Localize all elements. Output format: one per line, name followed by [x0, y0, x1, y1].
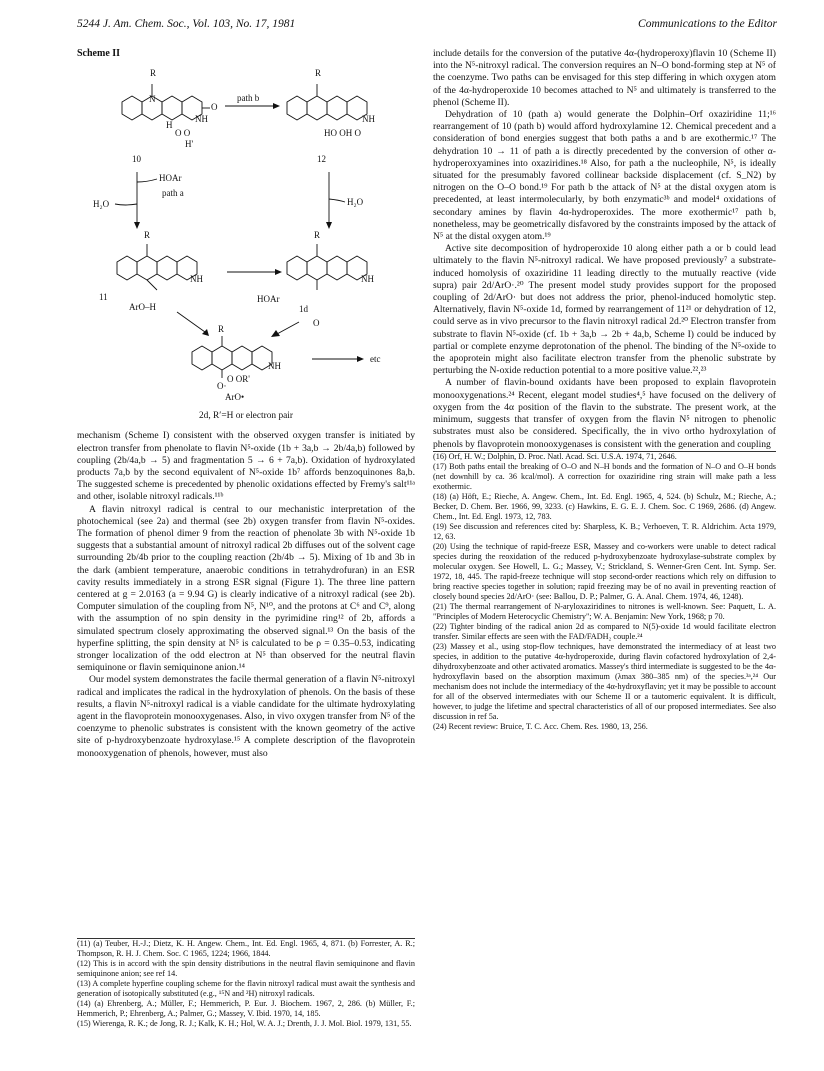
- hoar-label-2: HOAr: [257, 294, 280, 305]
- left-paragraph-1: mechanism (Scheme I) consistent with the observed oxygen transfer is initiated by electron transfer from phenolate to flavin N⁵-oxide (1b + 3a,b → 2b/4a,b) followed by coupling (2b/4a,b → 5) and fragmentation 5 → 6 + 7a,b). Oxidation of hydroxylated products 7a,b by the second equivalent of N⁵-oxide 1b⁷ affords benzoquinones 8a,b. The suggested scheme is precedented by phenolic oxidations effected by Fremy's salt¹¹ᵃ and other, isolable nitroxyl radicals.¹¹ᵇ: [77, 430, 415, 503]
- structure-11: [117, 244, 197, 290]
- footnote-24: (24) Recent review: Bruice, T. C. Acc. Chem. Res. 1980, 13, 256.: [433, 721, 648, 731]
- r-label-2d: R: [218, 324, 225, 335]
- right-footnotes: [433, 451, 776, 732]
- scheme-caption: 2d, R′=H or electron pair: [198, 411, 294, 422]
- n-label-10: N: [149, 94, 156, 105]
- structure-2d: [192, 336, 272, 378]
- h2o-label-left: H₂O: [93, 199, 110, 210]
- footnote-21: (21) The thermal rearrangement of N-aryloxaziridines to nitrones is well-known. See: Paquett, L. A. "Principles of Modern Heterocyclic Chemistry"; W. A. Benjamin: New York, 1968; p 70.: [433, 601, 776, 621]
- left-footnotes: [77, 938, 415, 1029]
- footnote-19: (19) See discussion and references cited by: Sharpless, K. B.; Verhoeven, T. R. Aldrichim. Acta 1979, 12, 63.: [433, 521, 776, 541]
- footnote-18: (18) (a) Höft, E.; Rieche, A. Angew. Chem., Int. Ed. Engl. 1965, 4, 524. (b) Schulz, M.; Rieche, A.; Becker, D. Chem. Ber. 1966, 99, 3233. (c) Hawkins, E. G. E. J. Chem. Soc. C 1969, 2686. (d) Angew. Chem., Int. Ed. Engl. 1973, 12, 783.: [433, 491, 776, 521]
- journal-citation: 5244 J. Am. Chem. Soc., Vol. 103, No. 17, 1981: [77, 18, 296, 30]
- aro-h-label-11: ArO–H: [129, 302, 156, 313]
- h-label-10: H: [166, 120, 173, 131]
- path-b-label: path b: [237, 93, 260, 104]
- etc-label: etc: [370, 354, 381, 365]
- left-paragraph-3: Our model system demonstrates the facile thermal generation of a flavin N⁵-nitroxyl radical and implicates the radical in the hydroxylation of phenols. On the basis of these results, a flavin N⁵-nitroxyl radical is a viable candidate for the ultimate hydroxylating agent in the flavoprotein monooxygenases. Also, in vivo oxygen transfer from N⁵ of the coenzyme to phenolic substrates is consistent with the known geometry of the active site of p-hydroxybenzoate hydroxylase.¹⁵ A complete description of the flavoprotein monooxygenation of phenols, however, must also: [77, 674, 415, 759]
- footnote-20: (20) Using the technique of rapid-freeze ESR, Massey and co-workers were unable to detect radical species during the reoxidation of the reduced p-hydroxybenzoate hydroxylase-substrate complex by molecular oxygen. See Howell, L. G.; Massey, V.; Strickland, S. Wenner-Gren Cent. Int. Symp. Ser. 1972, 18, 445. The rapid-freeze technique will stop second-order reactions which rely on diffusion to bring reactive species together in solution; rapid freezing may be of no avail in preventing reaction of closely bound species 2d/ArO· (see: Ballou, D. P.; Palmer, G. A. Anal. Chem. 1974, 46, 1248).: [433, 541, 776, 601]
- o-radical-label-2d: O·: [217, 381, 227, 392]
- arrow-11-to-2d: [177, 312, 205, 332]
- structure-12: [287, 84, 367, 120]
- o-label-10: O: [211, 102, 218, 113]
- nh-label-10: NH: [195, 114, 208, 125]
- left-column: [77, 48, 415, 1058]
- footnote-15: (15) Wierenga, R. K.; de Jong, R. J.; Kalk, K. H.; Hol, W. A. J.; Drenth, J. J. Mol. Biol. 1979, 131, 55.: [77, 1019, 412, 1028]
- nh-label-11: NH: [190, 274, 203, 285]
- footnote-23: (23) Massey et al., using stop-flow techniques, have demonstrated the intermediacy of at least two species, in addition to the putative 4α-hydroperoxide, during flavin cofactored hydroxylation of 2,4-dihydroxybenzoate and other activated aromatics. Massey's third intermediate is suggested to be the 4α-hydroxyflavin based on the absorption maximum (λmax 380–385 nm) of the species.³ᵃ,²⁴ Our mechanism does not include the intermediacy of the 4α-hydroxyflavin; yet it may be possible to account for all of the observed intermediates with our Scheme II or a tautomeric equivalent. It is difficult, however, to judge the lifetime and spectral characteristics of all of our proposed intermediates. See also discussion in ref 5a.: [433, 641, 776, 721]
- o-label-1d: O: [313, 318, 320, 329]
- left-paragraph-2: A flavin nitroxyl radical is central to our mechanistic interpretation of the photochemical (see 2a) and thermal (see 2b) oxygen transfer from flavin N⁵-oxides. The formation of phenol dimer 9 from the reaction of phenolate 3b with N⁵-oxide 1b suggests that a substantial amount of nitroxyl radical 2b diffuses out of the solvent cage surrounding 2b/4b prior to the coupling reaction (2b/4b → 5). Mixing of 1b and 3b in the dark (ambient temperature, anaerobic conditions in tetrahydrofuran) in an ESR cavity results immediately in a strong ESR signal (Figure 1). The three line pattern centered at g = 2.0163 (a = 9.94 G) is clearly indicative of a nitroxyl radical (see 2b). Computer simulation of the coupling from N⁵, N¹⁰, and the protons at C⁶ and C⁹, along with the assumption of no spin density in the pyrimidine ring¹² of 2b, affords a simulated spectrum closely approximating the observed signal.¹³ On the basis of the hyperfine splitting, the spin density at N⁵ is calculated to be ρ = 0.35–0.53, indicating stronger localization of the odd electron at N⁵ than observed for the neutral flavin semiquinone or flavin semiquinone anion.¹⁴: [77, 503, 415, 674]
- right-paragraph-2: Dehydration of 10 (path a) would generate the Dolphin–Orf oxaziridine 11;¹⁶ rearrangement of 10 (path b) would afford hydroxylamine 12. Chemical precedent and a consideration of bond energies suggest that both paths a and b are exothermic.¹⁷ The dehydration 10 → 11 of path a is directly precedented by the conversion of other α-hydroperoxyamines into oxaziridines.¹⁸ Also, for path a the nucleophile, N⁵, is ideally situated for the presumably favored collinear backside displacement (cf. S_N2) by nitrogen on the O–O bond.¹⁹ For path b the attack of N⁵ at the distal oxygen atom is precedented, at least intermolecularly, by both enzymatic³ᵇ and model⁴ oxidations of secondary amines by flavin 4α-hydroperoxides. The more exothermic¹⁷ path b, nonetheless, may be geometrically disfavored by the constraints imposed by the attack of N⁵ at the distal oxygen atom.¹⁹: [433, 109, 776, 243]
- scheme-title: Scheme II: [77, 48, 121, 59]
- footnote-11: (11) (a) Teuber, H.-J.; Dietz, K. H. Angew. Chem., Int. Ed. Engl. 1965, 4, 871. (b) Forrester, A. R.; Thompson, R. H. J. Chem. Soc. C 1965, 1224; 1966, 1844.: [77, 939, 415, 958]
- nh-label-1d: NH: [361, 274, 374, 285]
- path-a-label: path a: [162, 188, 184, 199]
- r-label-11: R: [144, 230, 151, 241]
- footnote-13: (13) A complete hyperfine coupling scheme for the flavin nitroxyl radical must await the synthesis and generation of isotopically substituted (e.g., ¹⁵N and ²H) nitroxyl radicals.: [77, 979, 415, 998]
- h2o-label-right: H₂O: [347, 197, 364, 208]
- o-rprime-label-2d: O OR': [227, 374, 250, 385]
- footnote-22: (22) Tighter binding of the radical anion 2d as compared to N(5)-oxide 1d would facilitate electron transfer. Similar effects are seen with the FAD/FADH₂ couple.²⁴: [433, 621, 776, 641]
- compound-1d-label: 1d: [299, 304, 308, 315]
- hprime-label-10: H': [185, 139, 194, 150]
- oo-label-10: O O: [175, 128, 191, 139]
- right-paragraph-1: include details for the conversion of the putative 4α-(hydroperoxy)flavin 10 (Scheme II) into the N⁵-nitroxyl radical. The conversion requires an N–O bond-forming step at N⁵ of the coenzyme. Two paths can be envisaged for this step differing in which oxygen atom of the 4α-hydroperoxide 10 becomes attached to N⁵ and ultimately is transferred to the phenol (Scheme II).: [433, 48, 776, 108]
- right-paragraph-4: A number of flavin-bound oxidants have been proposed to explain flavoprotein monooxygenations.²⁴ Recent, elegant model studies⁴,⁵ have focused on the delivery of oxygen from the 4α position of the flavin to the substrate. The present work, at the minimum, suggests that transfer of oxygen from the flavin N⁵ nitrogen to phenolic substrates must also be considered. Specifically, the in vivo ortho hydroxylation of phenols by flavoprotein monooxygenases is consistent with the generation and coupling: [433, 377, 776, 450]
- nh-label-12: NH: [362, 114, 375, 125]
- compound-11-label: 11: [99, 292, 108, 303]
- ho-oh-label-12: HO OH O: [324, 128, 361, 139]
- compound-12-label: 12: [317, 154, 326, 165]
- r-label-12: R: [315, 68, 322, 79]
- footnote-14: (14) (a) Ehrenberg, A.; Müller, F.; Hemmerich, P. Eur. J. Biochem. 1967, 2, 286. (b) Müller, F.; Hemmerich, P.; Ehrenberg, A.; Palmer, G.; Massey, V. Ibid. 1970, 14, 185.: [77, 999, 415, 1018]
- section-title: Communications to the Editor: [638, 18, 777, 30]
- right-column: [433, 48, 776, 732]
- aro-radical-label: ArO•: [225, 392, 245, 403]
- r-label-10: R: [150, 68, 157, 79]
- nh-label-2d: NH: [268, 361, 281, 372]
- hoar-label-1: HOAr: [159, 173, 182, 184]
- arrow-1d-to-2d: [277, 322, 299, 334]
- footnote-16: (16) Orf, H. W.; Dolphin, D. Proc. Natl. Acad. Sci. U.S.A. 1974, 71, 2646.: [433, 451, 677, 461]
- r-label-1d: R: [314, 230, 321, 241]
- footnote-12: (12) This is in accord with the spin density distributions in the neutral flavin semiquinone and flavin semiquinone anion; see ref 14.: [77, 959, 415, 978]
- footnote-17: (17) Both paths entail the breaking of O–O and N–H bonds and the formation of N–O and O–H bonds (net downhill by ca. 36 kcal/mol). A correction for oxaziridine ring strain will make path a less exothermic.: [433, 461, 776, 491]
- running-header: [77, 18, 777, 36]
- structure-1d: [287, 244, 367, 290]
- right-paragraph-3: Active site decomposition of hydroperoxide 10 along either path a or b could lead ultimately to the flavin N⁵-nitroxyl radical. We have proposed previously⁷ a substrate-induced homolysis of oxaziridine 11 leading directly to the mutually reactive (vide supra) pair 2d/ArO·.²⁰ The present model study provides support for the proposed coupling of 2d/ArO· but does not address the prior, phenol-induced homolytic step. Alternatively, flavin N⁵-oxide 1d, formed by rearrangement of 11²¹ or dehydration of 12, could serve as in vivo precursor to the flavin nitroxyl radical 2d.²⁰ Electron transfer from substrate to flavin N⁵-oxide (cf. 1b + 3a,b → 2b + 4a,b, Scheme I) could be induced by partial or complete enzyme deprotonation of the phenol. The binding of the N⁵-oxide to the apoprotein might also facilitate electron transfer from the phenolic substrate by perturbing the N-oxide reduction potential to a more positive value.²²,²³: [433, 243, 776, 377]
- scheme-ii-diagram: [77, 64, 415, 414]
- compound-10-label: 10: [132, 154, 141, 165]
